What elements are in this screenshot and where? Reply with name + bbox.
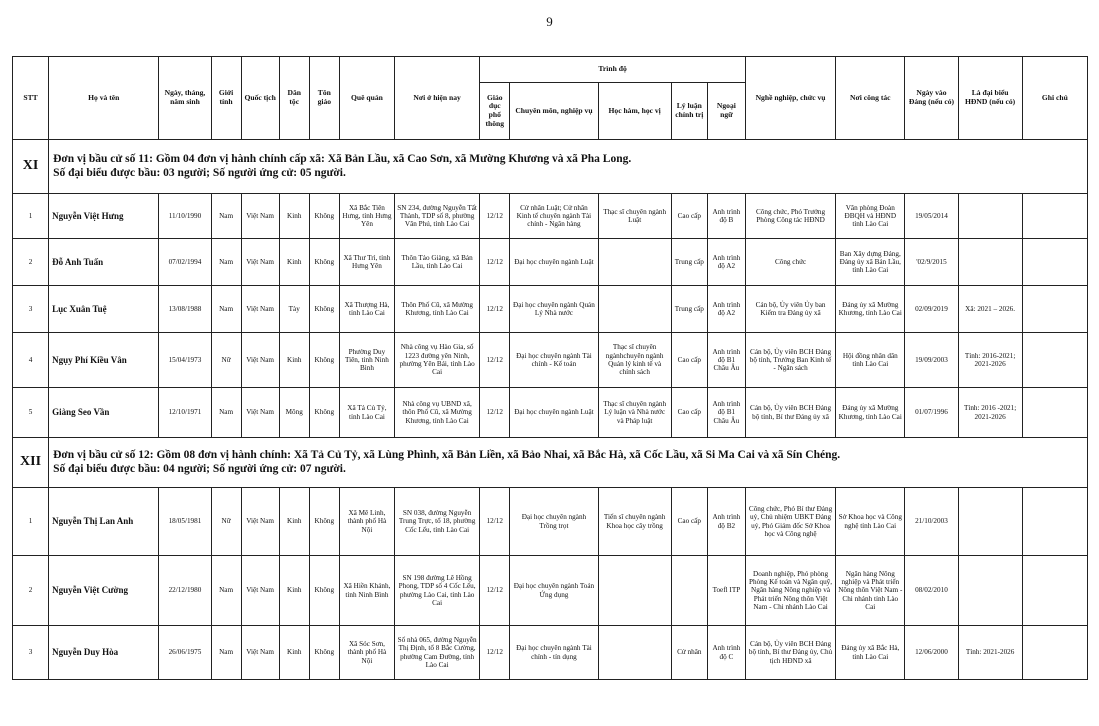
header-name: Họ và tên [49,57,159,140]
cell-sex: Nam [211,194,241,239]
cell-ethnicity: Kinh [279,556,309,626]
cell-address: Nhà công vụ UBND xã, thôn Phố Cũ, xã Mường Khương, tỉnh Lào Cai [395,388,480,438]
cell-political-theory: Trung cấp [671,286,707,333]
cell-stt: 2 [13,239,49,286]
cell-note [1022,626,1087,680]
cell-specialty: Đại học chuyên ngành Tài chính - tín dụng [510,626,598,680]
cell-occupation: Cán bộ, Ủy viên BCH Đảng bộ tỉnh, Bí thư Đảng ủy, Chủ tịch HĐND xã [745,626,835,680]
cell-foreign-language: Anh trình độ B1 Châu Âu [707,388,745,438]
cell-address: SN 038, đường Nguyễn Trung Trực, tổ 18, phường Cốc Lếu, tỉnh Lào Cai [395,488,480,556]
cell-sex: Nam [211,239,241,286]
cell-stt: 2 [13,556,49,626]
cell-general-education: 12/12 [480,333,510,388]
cell-academic-degree: Thạc sĩ chuyên ngànhchuyên ngành Quản lý kinh tế và chính sách [598,333,671,388]
section-seats: Số đại biểu được bầu: 04 người; Số người ứng cử: 07 người. [53,462,346,475]
header-political-theory: Lý luận chính trị [671,83,707,140]
cell-nationality: Việt Nam [241,286,279,333]
cell-ethnicity: Mông [279,388,309,438]
cell-hometown: Xã Tả Củ Tỷ, tỉnh Lào Cai [339,388,394,438]
header-general-education: Giáo dục phổ thông [480,83,510,140]
cell-council: Tỉnh: 2016-2021; 2021-2026 [958,333,1022,388]
cell-council [958,239,1022,286]
cell-political-theory: Cao cấp [671,333,707,388]
header-qualification: Trình độ [480,57,746,83]
cell-hometown: Phường Duy Tiên, tỉnh Ninh Bình [339,333,394,388]
cell-dob: 12/10/1971 [159,388,211,438]
cell-note [1022,388,1087,438]
cell-ethnicity: Tày [279,286,309,333]
cell-political-theory: Cao cấp [671,388,707,438]
header-sex: Giới tính [211,57,241,140]
cell-council: Tỉnh: 2021-2026 [958,626,1022,680]
cell-specialty: Cử nhân Luật; Cử nhân Kinh tế chuyên ngành Tài chính - Ngân hàng [510,194,598,239]
cell-name: Đỗ Anh Tuấn [49,239,159,286]
header-council: Là đại biểu HĐND (nếu có) [958,57,1022,140]
cell-foreign-language: Anh trình độ A2 [707,239,745,286]
header-academic-degree: Học hàm, học vị [598,83,671,140]
cell-occupation: Công chức [745,239,835,286]
cell-academic-degree [598,286,671,333]
cell-workplace: Hội đồng nhân dân tỉnh Lào Cai [836,333,905,388]
cell-hometown: Xã Thư Trì, tỉnh Hưng Yên [339,239,394,286]
candidate-table [12,56,1088,680]
cell-occupation: Doanh nghiệp, Phó phòng Phòng Kế toán và Ngân quỹ, Ngân hàng Nông nghiệp và Phát triển Nông thôn Việt Nam - Chi nhánh Lào Cai [745,556,835,626]
cell-dob: 11/10/1990 [159,194,211,239]
cell-name: Ngụy Phí Kiều Vân [49,333,159,388]
cell-foreign-language: Anh trình độ C [707,626,745,680]
cell-note [1022,286,1087,333]
cell-nationality: Việt Nam [241,626,279,680]
section-description: Đơn vị bầu cử số 11: Gồm 04 đơn vị hành chính cấp xã: Xã Bản Lầu, xã Cao Sơn, xã Mường Khương và xã Pha Long. [53,153,632,166]
cell-name: Nguyễn Việt Hưng [49,194,159,239]
cell-party-date: 21/10/2003 [905,488,958,556]
cell-stt: 3 [13,286,49,333]
cell-occupation: Công chức, Phó Trưởng Phòng Công tác HĐND [745,194,835,239]
cell-specialty: Đại học chuyên ngành Luật [510,239,598,286]
cell-foreign-language: Anh trình độ B2 [707,488,745,556]
cell-note [1022,194,1087,239]
cell-nationality: Việt Nam [241,388,279,438]
cell-workplace: Đảng ủy xã Bắc Hà, tỉnh Lào Cai [836,626,905,680]
cell-name: Nguyễn Thị Lan Anh [49,488,159,556]
cell-workplace: Đảng ủy xã Mường Khương, tỉnh Lào Cai [836,388,905,438]
cell-party-date: 01/07/1996 [905,388,958,438]
cell-general-education: 12/12 [480,626,510,680]
table-row [13,333,1088,388]
cell-dob: 07/02/1994 [159,239,211,286]
cell-dob: 13/08/1988 [159,286,211,333]
cell-address: Thôn Phố Cũ, xã Mường Khương, tỉnh Lào Cai [395,286,480,333]
cell-occupation: Công chức, Phó Bí thư Đảng uỷ, Chủ nhiệm UBKT Đảng uỷ, Phó Giám đốc Sở Khoa học và Công nghệ [745,488,835,556]
cell-political-theory: Cao cấp [671,194,707,239]
cell-dob: 26/06/1975 [159,626,211,680]
cell-general-education: 12/12 [480,388,510,438]
cell-sex: Nam [211,556,241,626]
cell-workplace: Văn phòng Đoàn ĐBQH và HĐND tỉnh Lào Cai [836,194,905,239]
header-workplace: Nơi công tác [836,57,905,140]
cell-general-education: 12/12 [480,488,510,556]
cell-specialty: Đại học chuyên ngành Tài chính - Kế toán [510,333,598,388]
cell-council [958,556,1022,626]
header-occupation: Nghề nghiệp, chức vụ [745,57,835,140]
cell-address: Thôn Tảo Giàng, xã Bản Lầu, tỉnh Lào Cai [395,239,480,286]
cell-nationality: Việt Nam [241,194,279,239]
cell-political-theory [671,556,707,626]
cell-stt: 1 [13,488,49,556]
cell-specialty: Đại học chuyên ngành Luật [510,388,598,438]
cell-address: Số nhà 065, đường Nguyễn Thị Định, tổ 8 Bắc Cường, phường Cam Đường, tỉnh Lào Cai [395,626,480,680]
cell-nationality: Việt Nam [241,333,279,388]
cell-ethnicity: Kinh [279,239,309,286]
cell-general-education: 12/12 [480,286,510,333]
cell-name: Lục Xuân Tuệ [49,286,159,333]
cell-religion: Không [309,626,339,680]
cell-nationality: Việt Nam [241,488,279,556]
cell-name: Giàng Seo Vần [49,388,159,438]
section-heading [49,438,1088,488]
cell-dob: 15/04/1973 [159,333,211,388]
cell-religion: Không [309,239,339,286]
cell-note [1022,556,1087,626]
header-ethnicity: Dân tộc [279,57,309,140]
cell-party-date: '02/9/2015 [905,239,958,286]
cell-foreign-language: Anh trình độ B [707,194,745,239]
cell-academic-degree [598,239,671,286]
cell-note [1022,488,1087,556]
cell-party-date: 08/02/2010 [905,556,958,626]
cell-academic-degree [598,556,671,626]
cell-note [1022,239,1087,286]
cell-academic-degree: Tiến sĩ chuyên ngành Khoa học cây trồng [598,488,671,556]
table-row [13,488,1088,556]
table-row [13,286,1088,333]
cell-academic-degree: Thạc sĩ chuyên ngành Lý luận và Nhà nước và Pháp luật [598,388,671,438]
cell-nationality: Việt Nam [241,239,279,286]
cell-council [958,194,1022,239]
header-note: Ghi chú [1022,57,1087,140]
cell-council [958,488,1022,556]
cell-ethnicity: Kinh [279,333,309,388]
cell-specialty: Đại học chuyên ngành Quản Lý Nhà nước [510,286,598,333]
cell-religion: Không [309,194,339,239]
cell-address: SN 234, đường Nguyễn Tất Thành, TDP số 8, phường Văn Phú, tỉnh Lào Cai [395,194,480,239]
cell-academic-degree: Thạc sĩ chuyên ngành Luật [598,194,671,239]
cell-council: Tỉnh: 2016 -2021; 2021-2026 [958,388,1022,438]
section-seats: Số đại biểu được bầu: 03 người; Số người ứng cử: 05 người. [53,166,346,179]
cell-party-date: 19/05/2014 [905,194,958,239]
table-row [13,194,1088,239]
cell-name: Nguyễn Duy Hòa [49,626,159,680]
cell-name: Nguyễn Việt Cường [49,556,159,626]
cell-hometown: Xã Bắc Tiên Hưng, tỉnh Hưng Yên [339,194,394,239]
section-description: Đơn vị bầu cử số 12: Gồm 08 đơn vị hành chính: Xã Tả Củ Tỷ, xã Lùng Phình, xã Bản Liền, xã Bảo Nhai, xã Bắc Hà, xã Cốc Lầu, xã Si Ma Cai và xã Sín Chéng. [53,449,841,462]
cell-council: Xã: 2021 – 2026. [958,286,1022,333]
header-dob: Ngày, tháng, năm sinh [159,57,211,140]
header-address: Nơi ở hiện nay [395,57,480,140]
header-foreign-language: Ngoại ngữ [707,83,745,140]
cell-dob: 18/05/1981 [159,488,211,556]
cell-sex: Nam [211,388,241,438]
cell-hometown: Xã Sóc Sơn, thành phố Hà Nội [339,626,394,680]
cell-general-education: 12/12 [480,239,510,286]
cell-religion: Không [309,388,339,438]
cell-religion: Không [309,556,339,626]
table-row [13,556,1088,626]
cell-ethnicity: Kinh [279,194,309,239]
cell-occupation: Cán bộ, Ủy viên Ủy ban Kiểm tra Đảng ủy xã [745,286,835,333]
cell-specialty: Đại học chuyên ngành Trồng trọt [510,488,598,556]
section-heading [49,140,1088,194]
header-hometown: Quê quán [339,57,394,140]
cell-religion: Không [309,488,339,556]
cell-workplace: Ban Xây dựng Đảng, Đảng ủy xã Bản Lầu, tỉnh Lào Cai [836,239,905,286]
cell-address: SN 198 đường Lê Hồng Phong, TDP số 4 Cốc Lếu, phường Lào Cai, tỉnh Lào Cai [395,556,480,626]
cell-party-date: 12/06/2000 [905,626,958,680]
cell-party-date: 19/09/2003 [905,333,958,388]
cell-nationality: Việt Nam [241,556,279,626]
cell-hometown: Xã Thượng Hà, tỉnh Lào Cai [339,286,394,333]
cell-dob: 22/12/1980 [159,556,211,626]
cell-note [1022,333,1087,388]
cell-hometown: Xã Mê Linh, thành phố Hà Nội [339,488,394,556]
cell-occupation: Cán bộ, Ủy viên BCH Đảng bộ tỉnh, Trưởng Ban Kinh tế - Ngân sách [745,333,835,388]
table-row [13,388,1088,438]
cell-academic-degree [598,626,671,680]
cell-stt: 1 [13,194,49,239]
header-party-date: Ngày vào Đảng (nếu có) [905,57,958,140]
cell-stt: 3 [13,626,49,680]
cell-ethnicity: Kinh [279,488,309,556]
cell-religion: Không [309,333,339,388]
cell-political-theory: Trung cấp [671,239,707,286]
page-number: 9 [546,14,553,29]
cell-religion: Không [309,286,339,333]
header-religion: Tôn giáo [309,57,339,140]
table-row [13,239,1088,286]
cell-workplace: Ngân hàng Nông nghiệp và Phát triển Nông thôn Việt Nam - Chi nhánh tỉnh Lào Cai [836,556,905,626]
cell-general-education: 12/12 [480,194,510,239]
cell-workplace: Sở Khoa học và Công nghệ tỉnh Lào Cai [836,488,905,556]
cell-political-theory: Cao cấp [671,488,707,556]
cell-party-date: 02/09/2019 [905,286,958,333]
cell-foreign-language: Anh trình độ A2 [707,286,745,333]
cell-general-education: 12/12 [480,556,510,626]
cell-specialty: Đại học chuyên ngành Toán Ứng dụng [510,556,598,626]
cell-sex: Nam [211,626,241,680]
cell-foreign-language: Toefl ITP [707,556,745,626]
header-specialty: Chuyên môn, nghiệp vụ [510,83,598,140]
cell-hometown: Xã Hiền Khánh, tỉnh Ninh Bình [339,556,394,626]
cell-political-theory: Cử nhân [671,626,707,680]
cell-ethnicity: Kinh [279,626,309,680]
cell-sex: Nam [211,286,241,333]
cell-stt: 4 [13,333,49,388]
cell-occupation: Cán bộ, Ủy viên BCH Đảng bộ tỉnh, Bí thư Đảng ủy xã [745,388,835,438]
header-stt: STT [13,57,49,140]
cell-sex: Nữ [211,488,241,556]
section-number: XII [13,438,49,488]
section-number: XI [13,140,49,194]
cell-stt: 5 [13,388,49,438]
cell-address: Nhà công vụ Hào Gia, số 1223 đường yên Ninh, phường Yên Bái, tỉnh Lào Cai [395,333,480,388]
header-nationality: Quốc tịch [241,57,279,140]
cell-workplace: Đảng ủy xã Mường Khương, tỉnh Lào Cai [836,286,905,333]
table-row [13,626,1088,680]
cell-foreign-language: Anh trình độ B1 Châu Âu [707,333,745,388]
cell-sex: Nữ [211,333,241,388]
